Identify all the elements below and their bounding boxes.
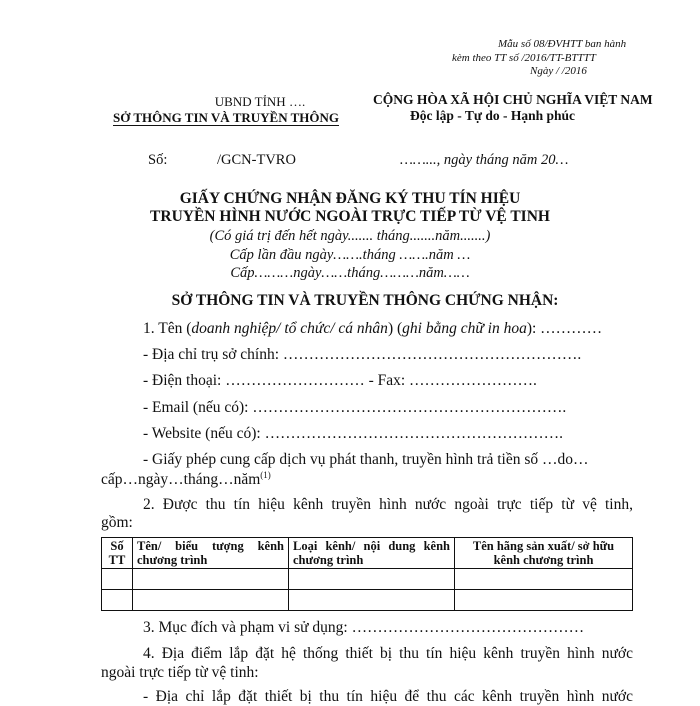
table-cell <box>289 590 455 611</box>
table-cell <box>133 569 289 590</box>
department-name <box>113 110 339 126</box>
item-phone-fax: - Điện thoại: ……………………… - Fax: ……………………. <box>143 372 537 389</box>
item-license-text: cấp…ngày…tháng…năm <box>101 471 261 489</box>
item-4-line-2: ngoài trực tiếp từ vệ tinh: <box>101 664 259 681</box>
form-ref-line1: Mẫu số 08/ĐVHTT ban hành <box>498 38 627 50</box>
table-cell <box>455 590 633 611</box>
title-line-2: TRUYỀN HÌNH NƯỚC NGOÀI TRỰC TIẾP TỪ VỆ TINH <box>150 208 550 225</box>
item-4-line-1: 4. Địa điểm lắp đặt hệ thống thiết bị thu tín hiệu kênh truyền hình nước <box>143 645 633 662</box>
item-name-italic-2: ghi bằng chữ in hoa <box>402 320 527 337</box>
item-email: - Email (nếu có): ……………………………………………………. <box>143 399 567 416</box>
certifies-heading: SỞ THÔNG TIN VÀ TRUYỀN THÔNG CHỨNG NHẬN: <box>171 292 559 309</box>
item-website: - Website (nếu có): …………………………………………………. <box>143 425 563 442</box>
item-2-line-2: gồm: <box>101 514 133 531</box>
item-name-suffix: ): ………… <box>526 320 603 337</box>
table-cell <box>455 569 633 590</box>
table-cell <box>102 590 133 611</box>
document-number-label: Số: <box>148 152 168 168</box>
item-3-purpose: 3. Mục đích và phạm vi sử dụng: ……………………………………… <box>143 619 585 636</box>
table-header-row <box>102 538 633 569</box>
issue-line: Cấp………ngày……tháng………năm…… <box>230 265 470 281</box>
department-name-text: SỞ THÔNG TIN VÀ TRUYỀN THÔNG <box>113 110 339 125</box>
ubnd-label: UBND TỈNH …. <box>214 94 306 109</box>
national-motto: Độc lập - Tự do - Hạnh phúc <box>410 108 576 123</box>
header-no: Số TT <box>102 538 133 569</box>
header-manufacturer: Tên hãng sản xuất/ sở hữu kênh chương trình <box>455 538 633 569</box>
country-name: CỘNG HÒA XÃ HỘI CHỦ NGHĨA VIỆT NAM <box>373 92 653 107</box>
document-date: ……..., ngày tháng năm 20… <box>400 152 569 168</box>
item-name-mid: ) ( <box>387 320 403 337</box>
item-2-line-1: 2. Được thu tín hiệu kênh truyền hình nước ngoài trực tiếp từ vệ tinh, <box>143 496 633 513</box>
table-cell <box>133 590 289 611</box>
table-cell <box>289 569 455 590</box>
validity-line: (Có giá trị đến hết ngày....... tháng.......năm.......) <box>209 228 491 244</box>
header-channel-name: Tên/ biểu tượng kênh chương trình <box>133 538 289 569</box>
first-issue-line: Cấp lần đầu ngày…….tháng …….năm … <box>229 247 471 263</box>
item-name-prefix: 1. Tên ( <box>143 320 192 337</box>
item-4-address: - Địa chỉ lắp đặt thiết bị thu tín hiệu để thu các kênh truyền hình nước <box>143 688 633 705</box>
document-number-value: /GCN-TVRO <box>217 152 296 168</box>
title-line-1: GIẤY CHỨNG NHẬN ĐĂNG KÝ THU TÍN HIỆU <box>179 190 521 207</box>
form-ref-line2: kèm theo TT số /2016/TT-BTTTT <box>452 52 596 64</box>
header-channel-type: Loại kênh/ nội dung kênh chương trình <box>289 538 455 569</box>
table-cell <box>102 569 133 590</box>
item-name <box>143 320 602 338</box>
item-name-italic: doanh nghiệp/ tổ chức/ cá nhân <box>191 320 388 337</box>
item-license-line-2 <box>101 470 271 489</box>
channel-table <box>101 537 633 611</box>
table-row <box>102 569 633 590</box>
item-address: - Địa chỉ trụ sở chính: …………………………………………………. <box>143 346 582 363</box>
form-ref-line3: Ngày / /2016 <box>530 65 587 77</box>
table-row <box>102 590 633 611</box>
footnote-marker: (1) <box>260 470 271 480</box>
item-license-line-1: - Giấy phép cung cấp dịch vụ phát thanh, truyền hình trả tiền số …do… <box>143 451 589 468</box>
